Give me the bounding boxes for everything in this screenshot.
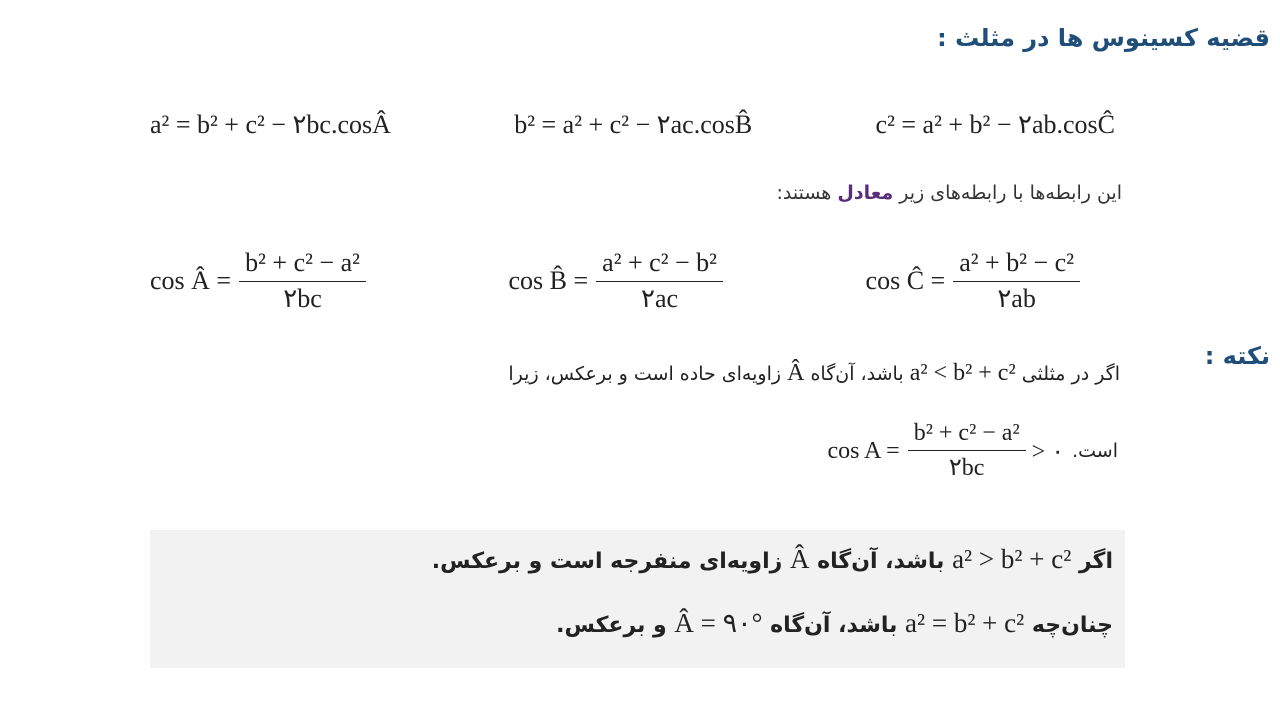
cos-a-formula [150,248,366,314]
equivalence-highlight: معادل [837,182,894,204]
cos-c-formula [866,248,1080,314]
acute-part2: باشد، آن‌گاه [810,363,904,385]
cosine-law-row [150,110,1115,140]
right-p3: و برعکس. [556,613,667,638]
equivalence-suffix: هستند: [776,182,838,204]
right-condition: a² = b² + c² [905,608,1025,638]
acute-proof-line [827,420,1118,482]
cos-c-numerator: a² + b² − c² [953,248,1080,282]
right-p2: باشد، آن‌گاه [770,613,898,638]
obtuse-statement [432,544,1113,575]
cosine-law-b: b² = a² + c² − ۲ac.cosB̂ [514,110,753,139]
obtuse-p1: اگر [1078,549,1113,574]
acute-part3: زاویه‌ای حاده است و برعکس، زیرا [508,363,782,385]
cos-b-lhs: cos B̂ = [508,266,589,295]
cos-b-numerator: a² + c² − b² [596,248,723,282]
acute-cos-lhs: cos A = [827,437,900,464]
cos-a-lhs: cos Â = [150,266,232,295]
right-angle-equation: Â = ۹۰° [674,608,763,638]
acute-cos-formula [827,420,1064,482]
acute-cos-denominator: ۲bc [948,455,985,481]
cos-c-lhs: cos Ĉ = [865,266,946,295]
acute-angle-statement [508,360,1120,387]
equivalence-sentence [777,182,1123,204]
cos-b-fraction [596,248,723,314]
equivalence-prefix: این رابطه‌ها با رابطه‌های زیر [893,182,1122,204]
cosine-law-c: c² = a² + b² − ۲ab.cosĈ [875,110,1115,139]
note-label: نکته : [1204,342,1270,370]
cos-a-numerator: b² + c² − a² [239,248,366,282]
acute-condition: a² < b² + c² [909,360,1016,386]
cos-b-denominator: ۲ac [641,284,679,313]
obtuse-right-box [150,530,1125,668]
cos-b-formula [508,248,722,314]
acute-part1: اگر در مثلثی [1021,363,1120,385]
cos-a-denominator: ۲bc [283,284,322,313]
obtuse-angle-symbol: Â [789,544,810,574]
acute-cos-rhs: > ۰ [1031,438,1065,465]
obtuse-p3: زاویه‌ای منفرجه است و برعکس. [431,549,783,574]
right-p1: چنان‌چه [1031,613,1113,638]
acute-angle-symbol: Â [787,360,805,386]
cosine-formulas-row [150,248,1080,314]
cos-c-denominator: ۲ab [997,284,1036,313]
acute-end: است. [1072,440,1118,462]
cos-a-fraction [239,248,366,314]
acute-cos-numerator: b² + c² − a² [908,420,1026,451]
obtuse-condition: a² > b² + c² [952,544,1072,574]
slide-title: قضیه کسینوس ها در مثلث : [937,24,1270,52]
acute-cos-fraction [908,420,1026,482]
cosine-law-a: a² = b² + c² − ۲bc.cosÂ [150,110,391,139]
right-angle-statement [556,608,1113,639]
obtuse-p2: باشد، آن‌گاه [817,549,945,574]
cos-c-fraction [953,248,1080,314]
